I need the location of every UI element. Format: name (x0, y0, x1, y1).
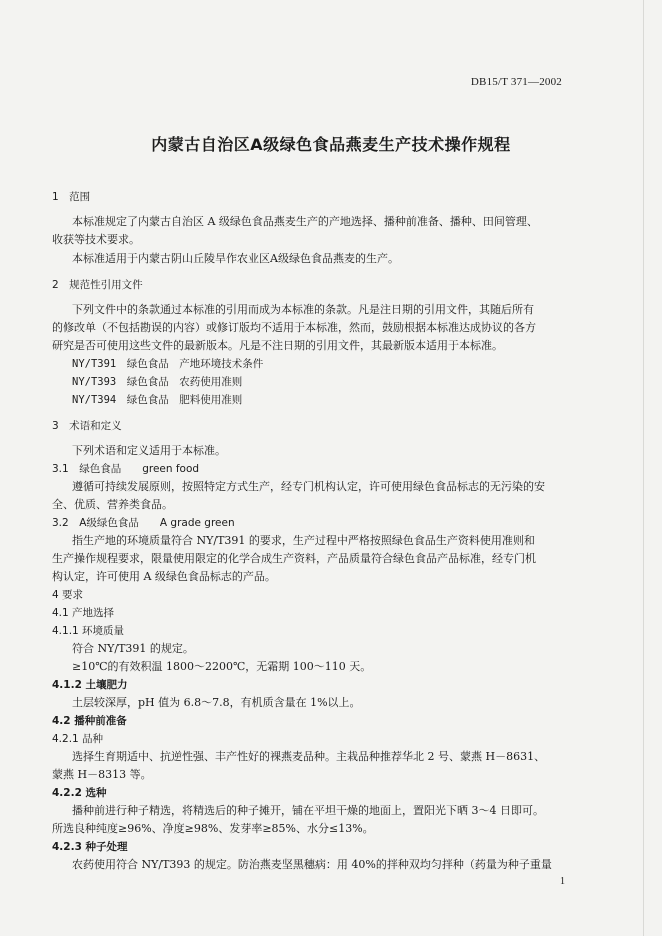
paragraph-line: 下列文件中的条款通过本标准的引用而成为本标准的条款。凡是注日期的引用文件，其随后所有 (72, 303, 534, 316)
subsection-heading: 4.2.2 选种 (52, 787, 107, 799)
paragraph-line: 指生产地的环境质量符合 NY/T391 的要求，生产过程中严格按照绿色食品生产资料使用准则和 (72, 534, 535, 547)
reference-item: NY/T391 绿色食品 产地环境技术条件 (72, 358, 264, 370)
subsection-heading: 4.1.1 环境质量 (52, 625, 125, 637)
paragraph-line: 土层较深厚，pH 值为 6.8～7.8，有机质含量在 1%以上。 (72, 696, 361, 709)
paragraph-line: 研究是否可使用这些文件的最新版本。凡是不注日期的引用文件，其最新版本适用于本标准。 (52, 339, 503, 352)
subsection-heading: 4.2.3 种子处理 (52, 841, 128, 853)
section-heading-terms: 3 术语和定义 (52, 420, 122, 432)
paragraph-line: 播种前进行种子精选，将精选后的种子摊开，铺在平坦干燥的地面上，置阳光下晒 3～4 日即可。 (72, 804, 544, 817)
section-heading-scope: 1 范围 (52, 191, 91, 203)
paragraph-line: 收获等技术要求。 (52, 233, 140, 246)
term-heading-a-grade: 3.2 A级绿色食品 A grade green (52, 517, 235, 529)
paragraph-line: 的修改单（不包括勘误的内容）或修订版均不适用于本标准，然而，鼓励根据本标准达成协议的各方 (52, 321, 536, 334)
term-heading-green-food: 3.1 绿色食品 green food (52, 463, 200, 475)
paragraph-line: 下列术语和定义适用于本标准。 (72, 444, 226, 457)
paragraph-line: 本标准适用于内蒙古阴山丘陵旱作农业区A级绿色食品燕麦的生产。 (72, 252, 399, 265)
paragraph-line: 遵循可持续发展原则，按照特定方式生产，经专门机构认定，许可使用绿色食品标志的无污染的安 (72, 480, 545, 493)
section-heading-references: 2 规范性引用文件 (52, 279, 143, 291)
page-number: 1 (560, 876, 565, 887)
paragraph-line: 农药使用符合 NY/T393 的规定。防治燕麦坚黑穗病：用 40%的拌种双均匀拌种（药量为种子重量 (72, 858, 552, 871)
paragraph-line: 所选良种纯度≥96%、净度≥98%、发芽率≥85%、水分≤13%。 (52, 822, 374, 835)
document-title: 内蒙古自治区A级绿色食品燕麦生产技术操作规程 (151, 135, 511, 154)
paragraph-line: 本标准规定了内蒙古自治区 A 级绿色食品燕麦生产的产地选择、播种前准备、播种、田间管理、 (72, 215, 538, 228)
paragraph-line: ≥10℃的有效积温 1800～2200℃，无霜期 100～110 天。 (72, 660, 372, 673)
subsection-heading: 4.1.2 土壤肥力 (52, 679, 128, 691)
paragraph-line: 蒙燕 H－8313 等。 (52, 768, 152, 781)
paragraph-line: 全、优质、营养类食品。 (52, 498, 173, 511)
subsection-heading: 4.2.1 品种 (52, 733, 104, 745)
standard-code: DB15/T 371—2002 (470, 76, 562, 88)
paragraph-line: 符合 NY/T391 的规定。 (72, 642, 194, 655)
reference-item: NY/T394 绿色食品 肥料使用准则 (72, 394, 243, 406)
section-heading-requirements: 4 要求 (52, 589, 84, 601)
paragraph-line: 选择生育期适中、抗逆性强、丰产性好的裸燕麦品种。主栽品种推荐华北 2 号、蒙燕 H－8631、 (72, 750, 546, 763)
subsection-heading: 4.2 播种前准备 (52, 715, 127, 727)
paragraph-line: 构认定，许可使用 A 级绿色食品标志的产品。 (52, 570, 276, 583)
subsection-heading: 4.1 产地选择 (52, 607, 115, 619)
paragraph-line: 生产操作规程要求，限量使用限定的化学合成生产资料，产品质量符合绿色食品产品标准，经专门机 (52, 552, 536, 565)
reference-item: NY/T393 绿色食品 农药使用准则 (72, 376, 243, 388)
